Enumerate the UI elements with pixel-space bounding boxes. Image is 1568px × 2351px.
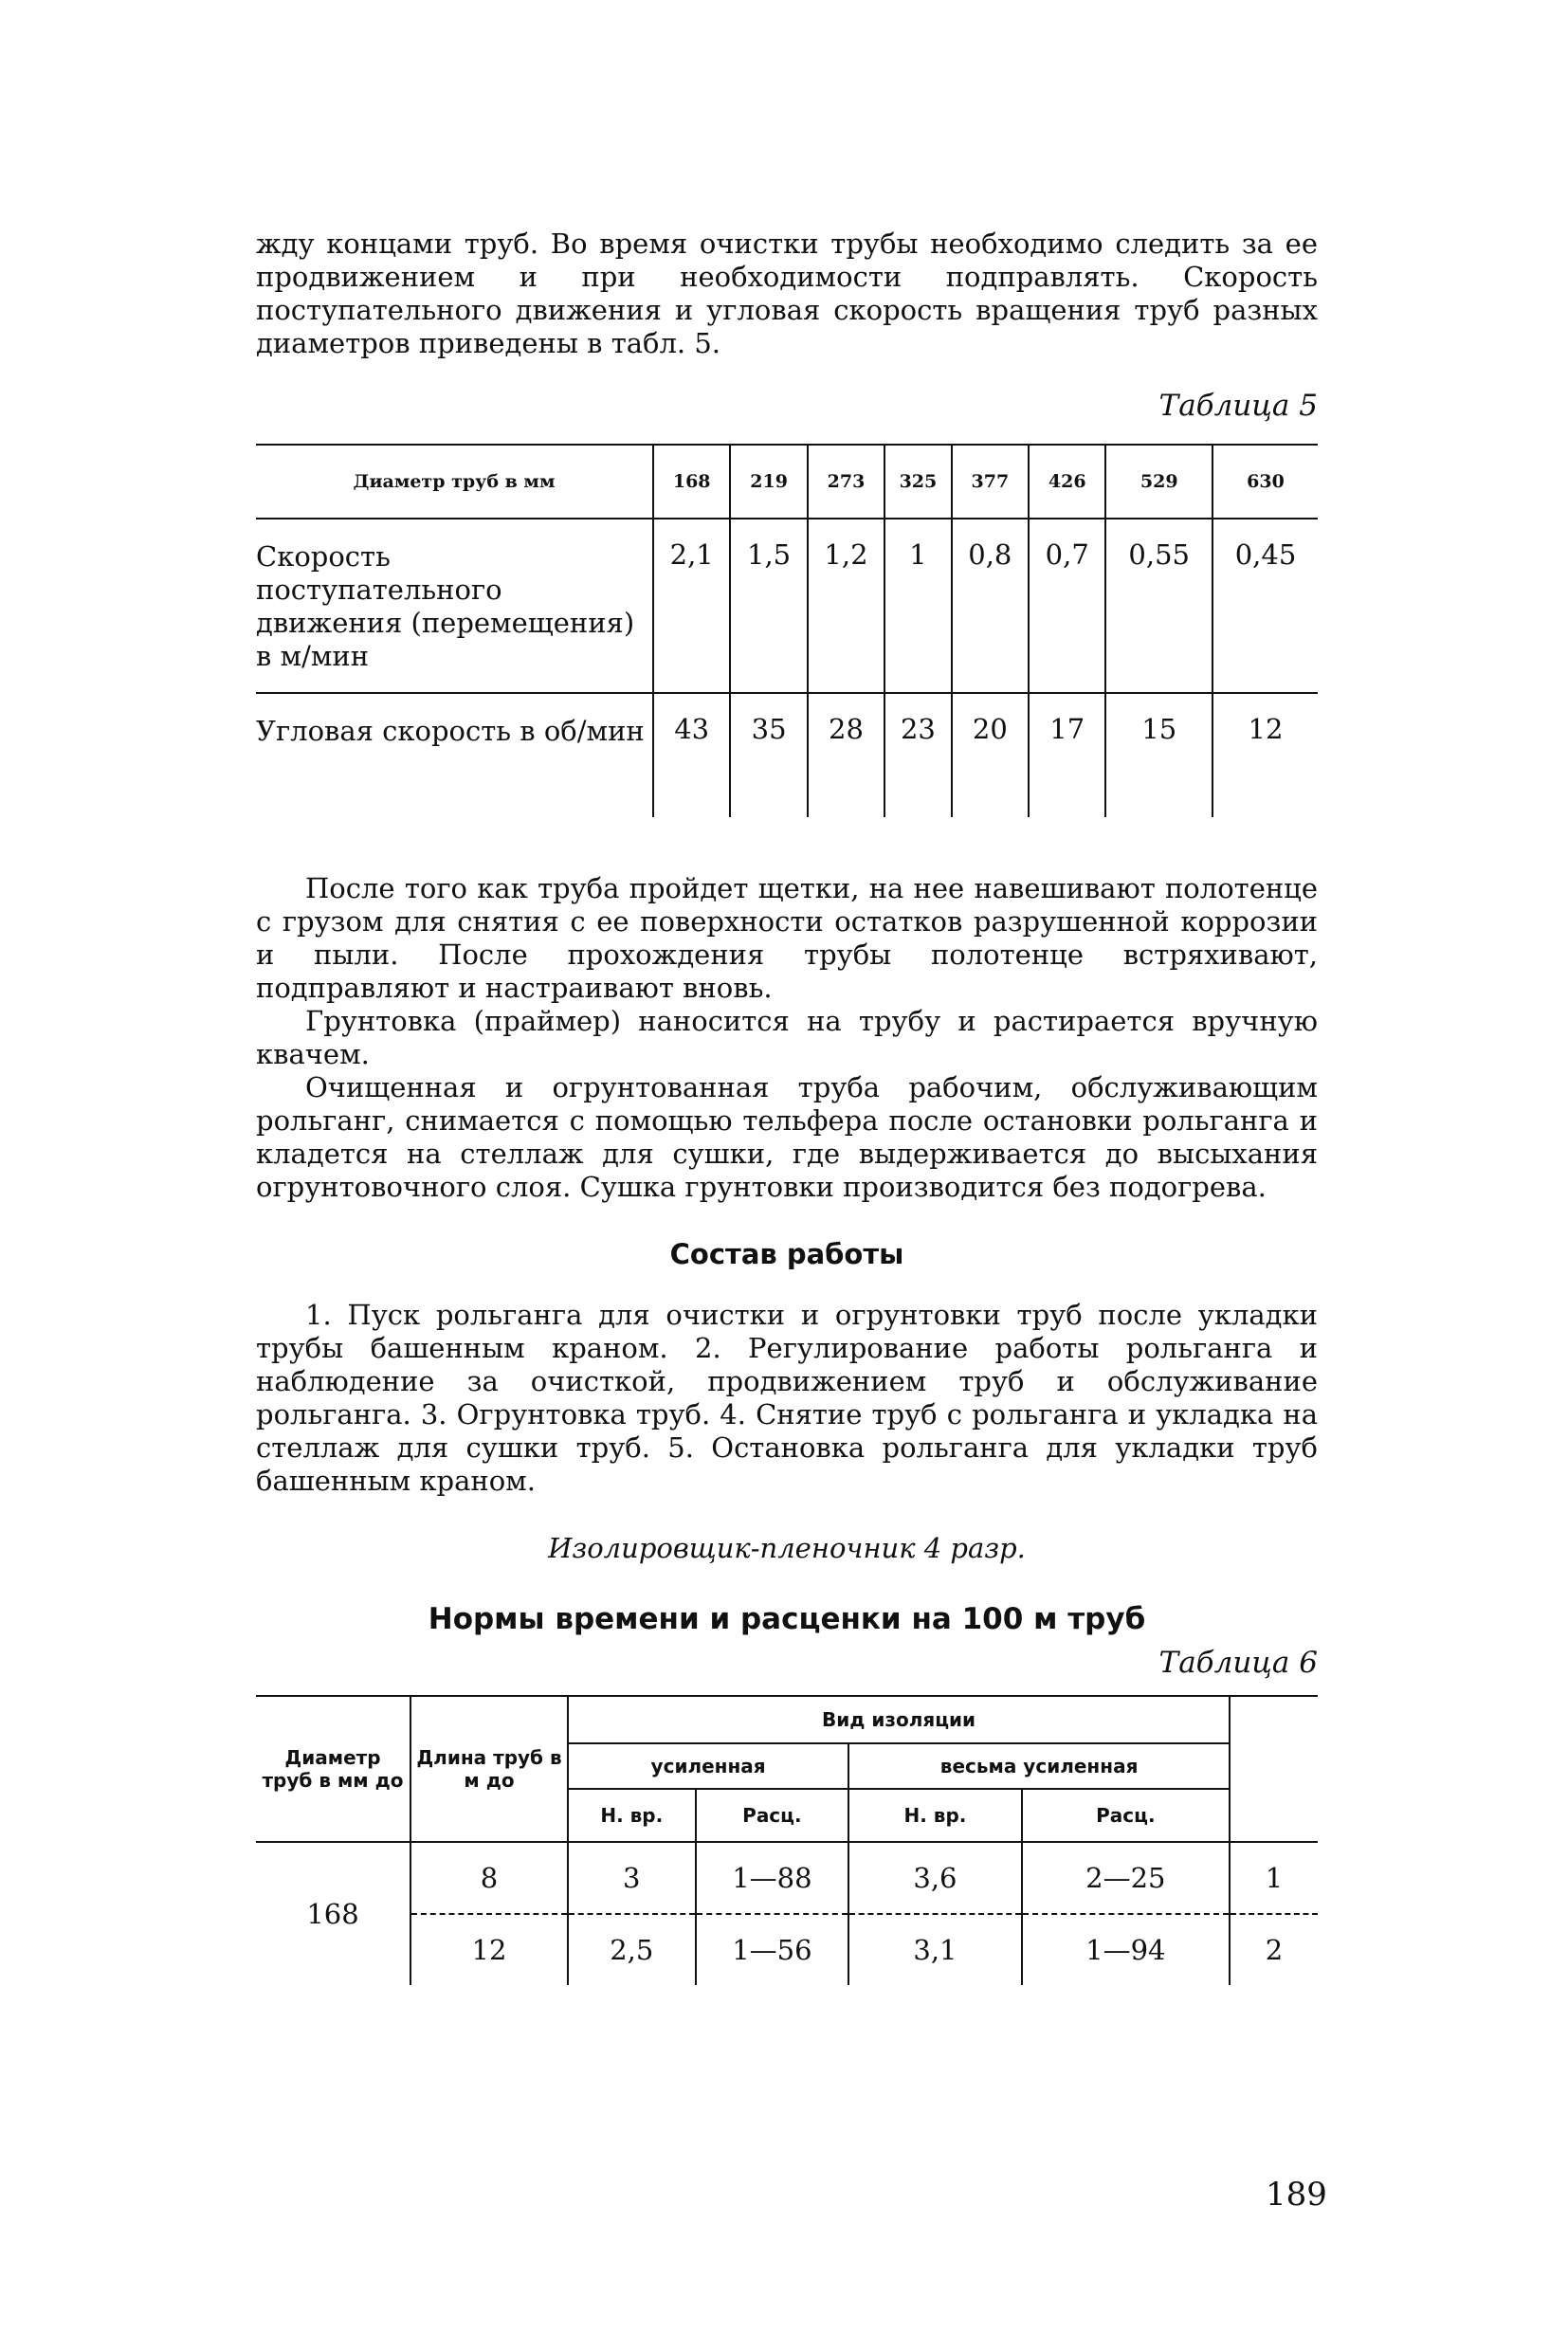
table6-col-rate: Расц.	[1022, 1789, 1230, 1842]
table6-col-rate: Расц.	[696, 1789, 849, 1842]
table6-row-number: 2	[1230, 1914, 1318, 1985]
table5-cell: 0,7	[1029, 519, 1105, 693]
table6-diameter: 168	[306, 1898, 359, 1930]
table5-row-angular-speed	[256, 693, 1318, 817]
page-content	[256, 228, 1318, 1985]
table6-col-number	[1230, 1696, 1318, 1842]
table6-norm: 3	[568, 1842, 696, 1914]
table5-cell: 20	[952, 693, 1029, 817]
table6-rate: 1—94	[1022, 1914, 1230, 1985]
table5-caption: Таблица 5	[1158, 389, 1318, 423]
table6-rate: 1—56	[696, 1914, 849, 1985]
paragraph: Грунтовка (праймер) наносится на трубу и растирается вручную квачем.	[256, 1005, 1318, 1070]
table6-norm: 2,5	[568, 1914, 696, 1985]
table5-diameter: 273	[808, 445, 884, 519]
table5-diameter: 529	[1105, 445, 1212, 519]
table-5	[256, 444, 1318, 817]
table5-diameter: 630	[1212, 445, 1318, 519]
table5-cell: 1,2	[808, 519, 884, 693]
table5-cell: 23	[884, 693, 951, 817]
table5-cell: 43	[653, 693, 730, 817]
table5-cell: 1,5	[730, 519, 807, 693]
table5-diameter: 325	[884, 445, 951, 519]
table5-cell: 1	[884, 519, 951, 693]
table6-rate: 1—88	[696, 1842, 849, 1914]
work-composition: 1. Пуск рольганга для очистки и огрунтовки труб после укладки трубы башенным краном. 2. Регулирование работы рольганга и наблюдение за очисткой, продвижением труб и обслуживание рольганга. 3. Огрунтовка труб. 4. Снятие труб с рольганга и укладка на стеллаж для сушки труб. 5. Остановка рольганга для укладки труб башенным краном.	[256, 1299, 1318, 1497]
table6-row-number: 1	[1230, 1842, 1318, 1914]
table6-title: Нормы времени и расценки на 100 м труб	[428, 1602, 1146, 1636]
table5-cell: 35	[730, 693, 807, 817]
table-row	[256, 1914, 1318, 1985]
table5-diameter: 168	[653, 445, 730, 519]
paragraph: После того как труба пройдет щетки, на нее навешивают полотенце с грузом для снятия с ее поверхности остатков разрушенной коррозии и пыли. После прохождения трубы полотенце встряхивают, подправляют и настраивают вновь.	[256, 872, 1318, 1004]
table5-cell: 17	[1029, 693, 1105, 817]
table5-row-label: Угловая скорость в об/мин	[256, 715, 645, 747]
intro-paragraph: жду концами труб. Во время очистки трубы необходимо следить за ее продвижением и при необходимости подправлять. Скорость поступательного движения и угловая скорость вращения труб разных диаметров приведены в табл. 5.	[256, 228, 1318, 359]
table6-col-norm: Н. вр.	[568, 1789, 696, 1842]
table5-cell: 15	[1105, 693, 1212, 817]
table5-diameter: 426	[1029, 445, 1105, 519]
table6-col-length: Длина труб в м до	[410, 1696, 568, 1842]
table5-row-label: Скорость поступательного движения (перемещения) в м/мин	[256, 519, 653, 693]
table5-row-linear-speed	[256, 519, 1318, 693]
table6-length: 12	[410, 1914, 568, 1985]
table6-header-row	[256, 1696, 1318, 1743]
page-number: 189	[1266, 2176, 1327, 2214]
table5-diameter: 377	[952, 445, 1029, 519]
table6-col-norm: Н. вр.	[848, 1789, 1021, 1842]
table5-cell: 0,55	[1105, 519, 1212, 693]
table6-rate: 2—25	[1022, 1842, 1230, 1914]
table5-cell: 0,8	[952, 519, 1029, 693]
table5-cell: 0,45	[1212, 519, 1318, 693]
table5-diameter: 219	[730, 445, 807, 519]
table5-header-row	[256, 445, 1318, 519]
table5-header-label: Диаметр труб в мм	[256, 445, 653, 519]
worker-category: Изолировщик-пленочник 4 разр.	[548, 1532, 1026, 1564]
table6-col-insulation: Вид изоляции	[568, 1696, 1230, 1743]
table-6	[256, 1695, 1318, 1985]
table6-norm: 3,1	[848, 1914, 1021, 1985]
table-row	[256, 1842, 1318, 1914]
table5-cell: 28	[808, 693, 884, 817]
table6-caption: Таблица 6	[1158, 1646, 1318, 1680]
table6-col-reinforced: усиленная	[568, 1743, 848, 1789]
table6-col-diameter: Диаметр труб в мм до	[256, 1696, 410, 1842]
table5-cell: 12	[1212, 693, 1318, 817]
paragraph: Очищенная и огрунтованная труба рабочим, обслуживающим рольганг, снимается с помощью тельфера после остановки рольганга и кладется на стеллаж для сушки, где выдерживается до высыхания огрунтовочного слоя. Сушка грунтовки производится без подогрева.	[256, 1071, 1318, 1203]
section-title: Состав работы	[669, 1238, 904, 1270]
table5-cell: 2,1	[653, 519, 730, 693]
table6-norm: 3,6	[848, 1842, 1021, 1914]
table6-length: 8	[410, 1842, 568, 1914]
table6-col-very-reinforced: весьма усиленная	[848, 1743, 1230, 1789]
